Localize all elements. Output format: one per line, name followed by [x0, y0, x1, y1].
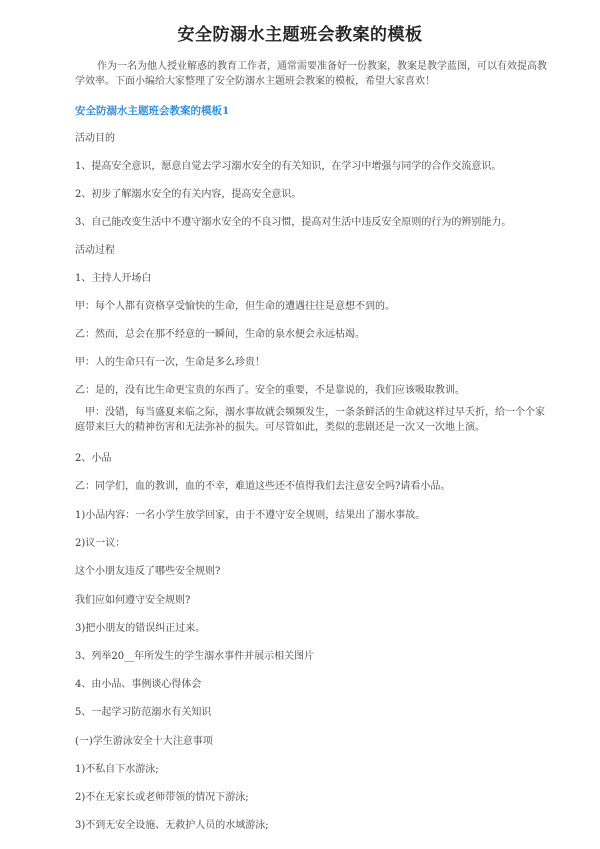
- text-line: (一)学生游泳安全十大注意事项: [75, 736, 213, 747]
- text-line: 乙：是的，没有比生命更宝贵的东西了。安全的重要，不是靠说的，我们应该吸取教训。: [75, 385, 465, 396]
- text-line: 2)不在无家长或老师带领的情况下游泳;: [75, 792, 249, 803]
- text-line: 1、提高安全意识，愿意自觉去学习溺水安全的有关知识，在学习中增强与同学的合作交流意识。: [75, 161, 502, 172]
- intro-paragraph: 作为一名为他人授业解惑的教育工作者，通常需要准备好一份教案，教案是教学蓝图，可以有效提高教学效率。下面小编给大家整理了安全防溺水主题班会教案的模板，希望大家喜欢！: [75, 61, 547, 87]
- text-line: 甲：人的生命只有一次，生命是多么珍贵！: [75, 357, 265, 368]
- text-line: 活动过程: [75, 245, 115, 256]
- text-line: 活动目的: [75, 133, 115, 144]
- text-line: 1)小品内容：一名小学生放学回家，由于不遵守安全规则，结果出了溺水事故。: [75, 510, 426, 521]
- text-line: 4、由小品、事例谈心得体会: [75, 679, 202, 690]
- text-line: 2、小品: [75, 453, 112, 464]
- text-line: 1)不私自下水游泳;: [75, 764, 159, 775]
- text-line: 乙：然而，总会在那不经意的一瞬间，生命的泉水便会永远枯竭。: [75, 329, 365, 340]
- text-line: 乙：同学们，血的教训，血的不幸，难道这些还不值得我们去注意安全吗?请看小品。: [75, 481, 451, 492]
- text-line: 1、主持人开场白: [75, 273, 152, 284]
- text-line: 2、初步了解溺水安全的有关内容，提高安全意识。: [75, 189, 302, 200]
- text-line: 这个小朋友违反了哪些安全规则?: [75, 566, 221, 577]
- text-line: 3)不到无安全设施、无救护人员的水域游泳;: [75, 820, 269, 831]
- text-line: 3、列举20__年所发生的学生溺水事件并展示相关图片: [75, 651, 315, 662]
- section-heading: 安全防溺水主题班会教案的模板1: [75, 105, 230, 117]
- document-title: 安全防溺水主题班会教案的模板: [177, 25, 423, 45]
- text-line: 甲：每个人都有资格享受愉快的生命，但生命的遭遇往往是意想不到的。: [75, 301, 395, 312]
- long-paragraph: 甲：没错，每当盛夏来临之际，溺水事故就会频频发生，一条条鲜活的生命就这样过早夭折，给一个个家庭带来巨大的精神伤害和无法弥补的损失。可尽管如此，类似的悲剧还是一次又一次地上演。: [75, 407, 545, 433]
- text-line: 我们应如何遵守安全规则?: [75, 595, 191, 606]
- text-line: 5、一起学习防范溺水有关知识: [75, 707, 212, 718]
- text-line: 2)议一议：: [75, 538, 126, 549]
- text-line: 3)把小朋友的错误纠正过来。: [75, 623, 206, 634]
- text-line: 3、自己能改变生活中不遵守溺水安全的不良习惯，提高对生活中违反安全原则的行为的辨别能力。: [75, 217, 512, 228]
